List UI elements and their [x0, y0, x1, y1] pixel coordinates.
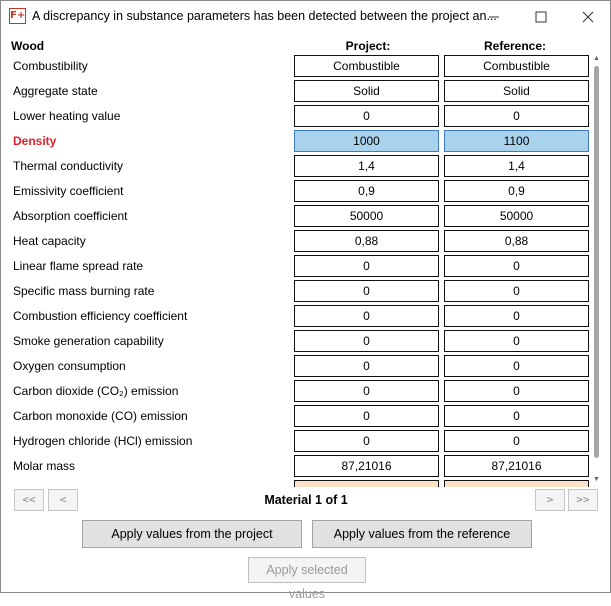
project-value-cell[interactable]: Combustible [294, 55, 439, 77]
reference-value-cell[interactable]: 0 [444, 430, 589, 452]
parameter-label: Carbon dioxide (CO₂) emission [13, 384, 179, 398]
parameter-label: Oxygen consumption [13, 359, 126, 373]
parameter-row [1, 204, 601, 229]
parameter-label: Emissivity coefficient [13, 184, 124, 198]
reference-value-cell[interactable]: Solid [444, 80, 589, 102]
project-value-cell[interactable]: 50000 [294, 205, 439, 227]
parameter-label: Combustibility [13, 59, 88, 73]
reference-value-cell[interactable]: 0 [444, 255, 589, 277]
parameter-label: Combustion efficiency coefficient [13, 309, 188, 323]
reference-value-cell[interactable]: 0 [444, 380, 589, 402]
close-button[interactable] [566, 3, 610, 31]
close-icon [581, 10, 595, 24]
parameter-row [1, 54, 601, 79]
reference-value-cell[interactable]: 0 [444, 405, 589, 427]
maximize-icon [534, 10, 548, 24]
apply-reference-values-button[interactable]: Apply values from the reference [312, 520, 532, 548]
reference-value-cell[interactable] [444, 480, 589, 487]
project-value-cell[interactable]: Solid [294, 80, 439, 102]
parameter-row [1, 404, 601, 429]
parameter-row [1, 304, 601, 329]
parameter-label: Absorption coefficient [13, 209, 128, 223]
apply-project-values-button[interactable]: Apply values from the project [82, 520, 302, 548]
parameter-row [1, 454, 601, 479]
material-counter: Material 1 of 1 [264, 493, 348, 507]
project-value-cell[interactable]: 0 [294, 280, 439, 302]
reference-value-cell[interactable]: 0 [444, 280, 589, 302]
reference-value-cell[interactable]: 0 [444, 355, 589, 377]
project-value-cell[interactable]: 0 [294, 405, 439, 427]
window-title: A discrepancy in substance parameters has been detected between the project an... [32, 9, 497, 23]
parameter-label: Density [13, 134, 57, 148]
reference-value-cell[interactable]: 87,21016 [444, 455, 589, 477]
project-value-cell[interactable]: 0 [294, 330, 439, 352]
project-value-cell[interactable]: 1,4 [294, 155, 439, 177]
parameter-label: Molar mass [13, 459, 76, 473]
project-value-cell[interactable]: 0 [294, 105, 439, 127]
parameter-label: Specific mass burning rate [13, 284, 155, 298]
project-value-cell[interactable]: 0,88 [294, 230, 439, 252]
project-value-cell[interactable]: 0 [294, 305, 439, 327]
reference-value-cell[interactable]: 0,9 [444, 180, 589, 202]
maximize-button[interactable] [519, 3, 563, 31]
parameter-label: Aggregate state [13, 84, 98, 98]
reference-value-cell[interactable]: 0 [444, 330, 589, 352]
project-value-cell[interactable]: 0 [294, 430, 439, 452]
parameter-row [1, 79, 601, 104]
previous-material-button[interactable]: < [48, 489, 78, 511]
minimize-icon [487, 10, 501, 24]
reference-value-cell[interactable]: 1100 [444, 130, 589, 152]
parameter-label: Smoke generation capability [13, 334, 164, 348]
parameter-row [1, 104, 601, 129]
project-value-cell[interactable]: 0 [294, 255, 439, 277]
reference-value-cell[interactable]: 50000 [444, 205, 589, 227]
last-material-button[interactable]: >> [568, 489, 598, 511]
table-header [1, 37, 601, 55]
parameter-label: Heat capacity [13, 234, 86, 248]
substance-name: Wood [11, 39, 45, 53]
parameter-row [1, 254, 601, 279]
project-value-cell[interactable]: 0 [294, 380, 439, 402]
parameter-row [1, 329, 601, 354]
parameter-list [1, 54, 601, 485]
scroll-down-icon[interactable]: ▼ [593, 476, 600, 483]
project-value-cell[interactable]: 1000 [294, 130, 439, 152]
reference-value-cell[interactable]: 1,4 [444, 155, 589, 177]
parameter-row [1, 429, 601, 454]
parameter-row [1, 154, 601, 179]
reference-value-cell[interactable]: 0,88 [444, 230, 589, 252]
parameter-row [1, 129, 601, 154]
parameter-row [1, 379, 601, 404]
parameter-label: Hydrogen chloride (HCl) emission [13, 434, 193, 448]
scroll-up-icon[interactable]: ▲ [593, 55, 600, 62]
vertical-scrollbar[interactable] [592, 54, 601, 485]
apply-selected-values-button[interactable]: Apply selected values [248, 557, 366, 583]
parameter-label: Linear flame spread rate [13, 259, 144, 273]
reference-value-cell[interactable]: 0 [444, 105, 589, 127]
reference-value-cell[interactable]: Combustible [444, 55, 589, 77]
first-material-button[interactable]: << [14, 489, 44, 511]
parameter-row [1, 354, 601, 379]
parameter-label: Lower heating value [13, 109, 121, 123]
app-icon: F+ [9, 8, 26, 24]
dialog-content [1, 35, 610, 601]
project-value-cell[interactable]: 87,21016 [294, 455, 439, 477]
reference-value-cell[interactable]: 0 [444, 305, 589, 327]
parameter-row [1, 179, 601, 204]
title-bar [1, 1, 610, 33]
parameter-row [1, 229, 601, 254]
minimize-button[interactable] [472, 3, 516, 31]
scrollbar-thumb[interactable] [594, 66, 599, 458]
parameter-row [1, 279, 601, 304]
project-column-header: Project: [345, 39, 391, 53]
parameter-label: Thermal conductivity [13, 159, 124, 173]
reference-column-header: Reference: [483, 39, 547, 53]
project-value-cell[interactable]: 0 [294, 355, 439, 377]
next-material-button[interactable]: > [535, 489, 565, 511]
project-value-cell[interactable]: 0,9 [294, 180, 439, 202]
parameter-label: Carbon monoxide (CO) emission [13, 409, 188, 423]
project-value-cell[interactable] [294, 480, 439, 487]
